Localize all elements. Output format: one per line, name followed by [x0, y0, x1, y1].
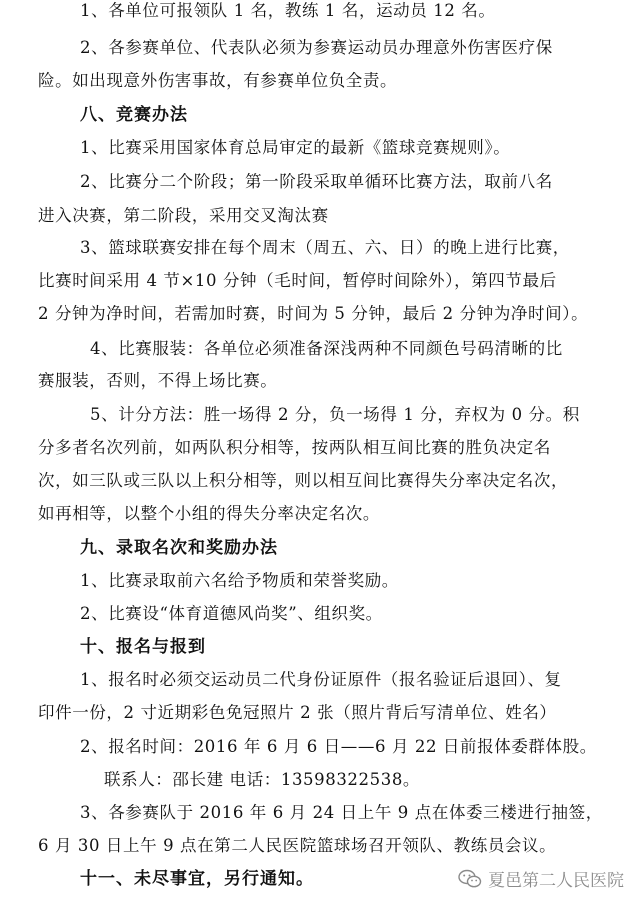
- text-line: 1、比赛采用国家体育总局审定的最新《篮球竞赛规则》。: [80, 138, 511, 157]
- text-line: 3、篮球联赛安排在每个周末（周五、六、日）的晚上进行比赛，: [80, 238, 570, 257]
- text-line: 1、报名时必须交运动员二代身份证原件（报名验证后退回）、复: [80, 670, 562, 689]
- text-line: 3、各参赛队于 2016 年 6 月 24 日上午 9 点在体委三楼进行抽签，: [80, 803, 603, 822]
- text-line: 赛服装，否则，不得上场比赛。: [38, 371, 278, 390]
- wechat-icon: [458, 869, 482, 889]
- text-line: 2、报名时间：2016 年 6 月 6 日——6 月 22 日前报体委群体股。: [80, 737, 597, 756]
- section-heading: 八、竞赛办法: [80, 105, 188, 125]
- section-heading: 十一、未尽事宜，另行通知。: [80, 869, 314, 889]
- text-line: 进入决赛，第二阶段，采用交叉淘汰赛: [38, 206, 329, 225]
- text-line: 分多者名次列前，如两队积分相等，按两队相互间比赛的胜负决定名: [38, 438, 551, 457]
- text-line: 2 分钟为净时间，若需加时赛，时间为 5 分钟，最后 2 分钟为净时间）。: [38, 304, 589, 323]
- text-line: 1、各单位可报领队 1 名，教练 1 名，运动员 12 名。: [80, 1, 496, 20]
- contact-line: 联系人：邵长建 电话：13598322538。: [104, 770, 421, 789]
- watermark: [458, 866, 624, 891]
- text-line: 5、计分方法：胜一场得 2 分，负一场得 1 分，弃权为 0 分。积: [90, 405, 580, 424]
- text-line: 印件一份，2 寸近期彩色免冠照片 2 张（照片背后写清单位、姓名）: [38, 703, 557, 722]
- watermark-text: 夏邑第二人民医院: [488, 871, 624, 891]
- text-line: 6 月 30 日上午 9 点在第二人民医院篮球场召开领队、教练员会议。: [38, 836, 557, 855]
- text-line: 险。如出现意外伤害事故，有参赛单位负全责。: [38, 71, 398, 90]
- text-line: 比赛时间采用 4 节×10 分钟（毛时间，暂停时间除外），第四节最后: [38, 271, 557, 290]
- section-heading: 九、录取名次和奖励办法: [80, 538, 278, 558]
- text-line: 2、各参赛单位、代表队必须为参赛运动员办理意外伤害医疗保: [80, 38, 553, 57]
- text-line: 4、比赛服装：各单位必须准备深浅两种不同颜色号码清晰的比: [90, 339, 563, 358]
- text-line: 次，如三队或三队以上积分相等，则以相互间比赛得失分率决定名次，: [38, 471, 569, 490]
- text-line: 2、比赛分二个阶段；第一阶段采取单循环比赛方法，取前八名: [80, 172, 553, 191]
- text-line: 如再相等，以整个小组的得失分率决定名次。: [38, 504, 380, 523]
- section-heading: 十、报名与报到: [80, 637, 206, 657]
- text-line: 1、比赛录取前六名给予物质和荣誉奖励。: [80, 571, 399, 590]
- text-line: 2、比赛设“体育道德风尚奖”、组织奖。: [80, 604, 383, 623]
